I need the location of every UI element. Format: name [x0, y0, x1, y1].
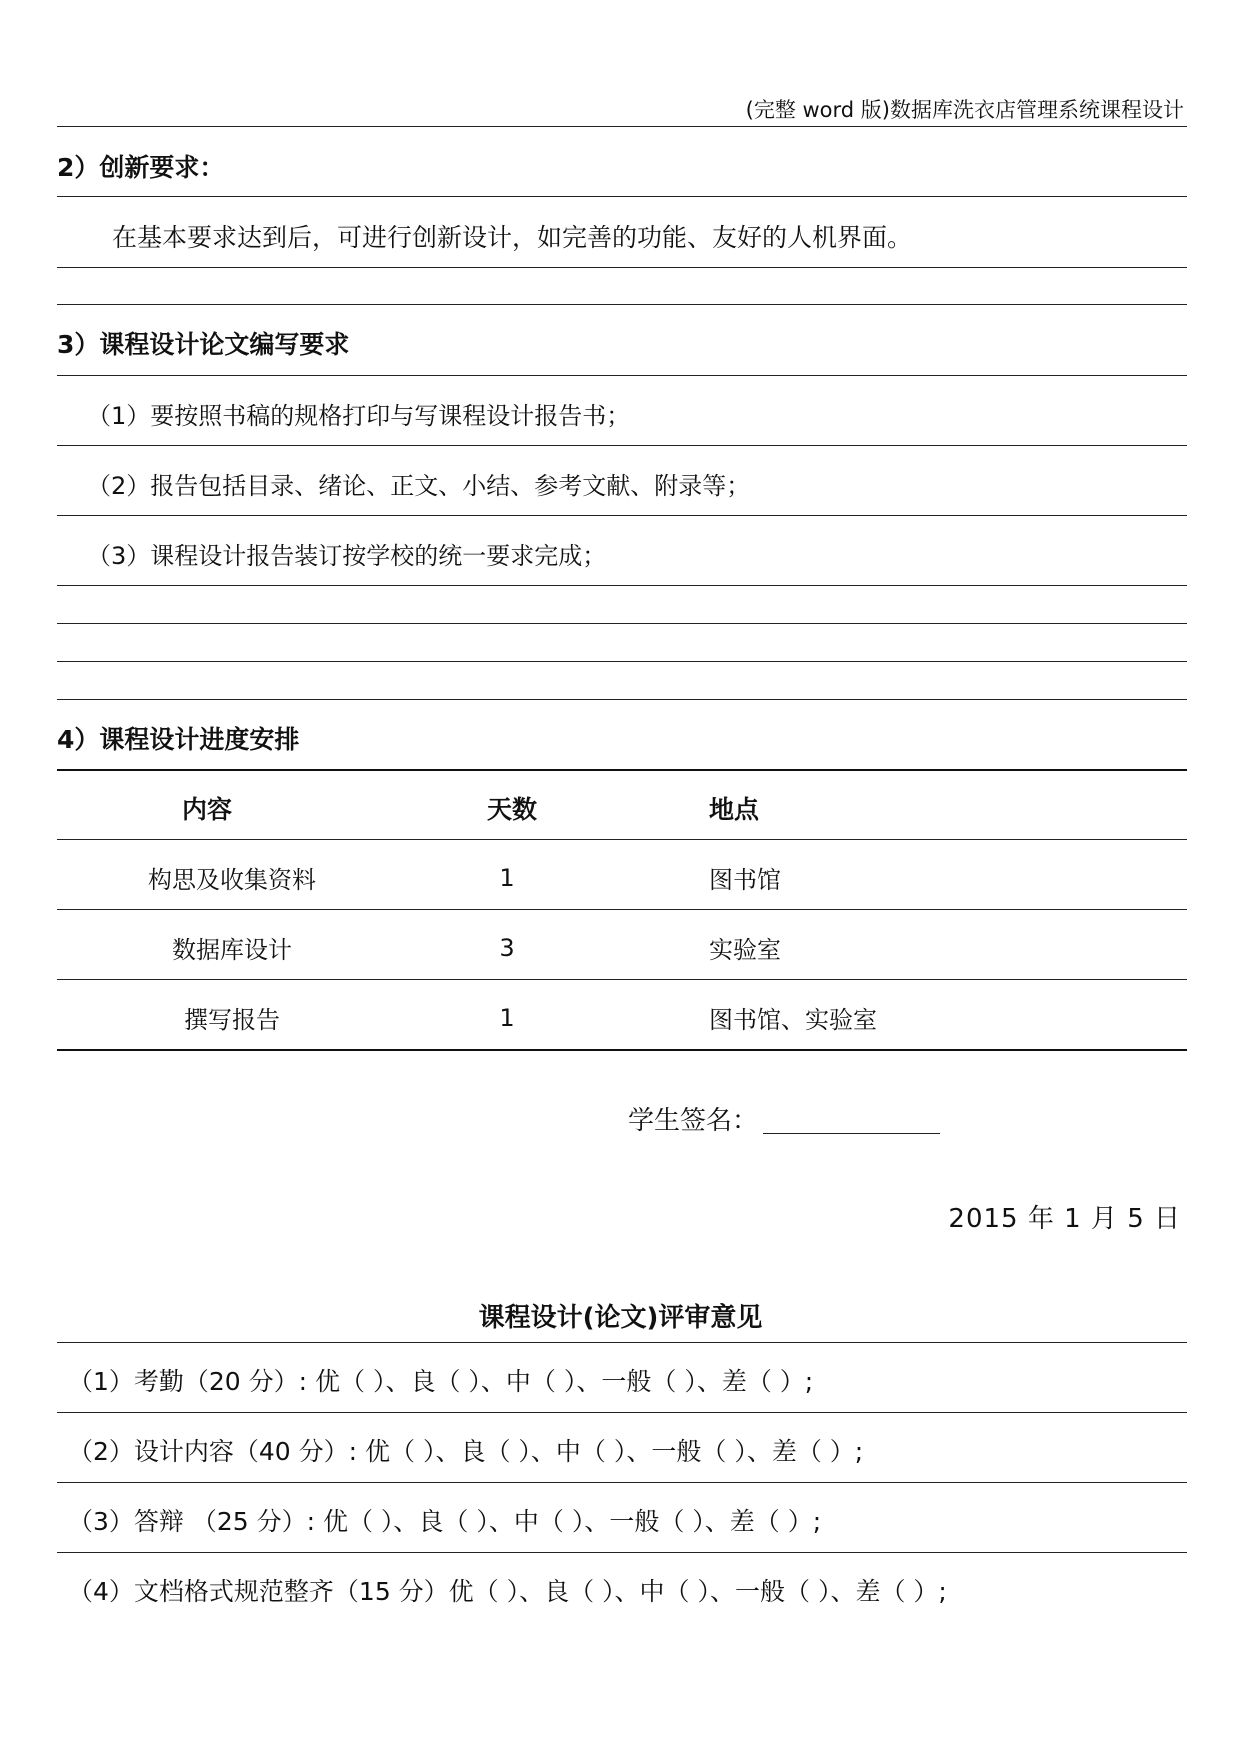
student-signature-label: 学生签名：: [628, 1106, 759, 1136]
review-item-design-content: （2）设计内容（40 分）: 优（ ）、良（ ）、中（ ）、一般（ ）、差（ ）;: [68, 1437, 864, 1466]
section3-heading: 3）课程设计论文编写要求: [57, 329, 350, 359]
table-bottom-rule: [57, 1049, 1187, 1051]
divider: [57, 267, 1187, 268]
table-row: [57, 843, 1187, 912]
review-title: 课程设计(论文)评审意见: [478, 1303, 763, 1333]
table-cell-content: 构思及收集资料: [148, 866, 316, 894]
review-item-document-format: （4）文档格式规范整齐（15 分）优（ ）、良（ ）、中（ ）、一般（ ）、差（ ）;: [68, 1577, 947, 1606]
review-item-defense: （3）答辩 （25 分）: 优（ ）、良（ ）、中（ ）、一般（ ）、差（ ）;: [68, 1507, 822, 1536]
divider: [57, 699, 1187, 700]
divider: [57, 445, 1187, 446]
divider: [57, 1342, 1187, 1343]
table-cell-days: 1: [499, 1003, 515, 1032]
table-row: [57, 983, 1187, 1052]
schedule-table-header: [57, 773, 1187, 842]
table-header-content: 内容: [181, 794, 232, 824]
table-cell-days: 3: [499, 933, 515, 962]
table-cell-content: 数据库设计: [172, 936, 292, 964]
table-rule: [57, 979, 1187, 980]
section3-item: （1）要按照书稿的规格打印与写课程设计报告书；: [87, 402, 631, 430]
section2-heading: 2）创新要求：: [57, 152, 225, 182]
running-header: (完整 word 版)数据库洗衣店管理系统课程设计: [745, 98, 1184, 122]
divider: [57, 304, 1187, 305]
table-cell-location: 图书馆: [709, 866, 781, 894]
table-cell-location: 实验室: [709, 936, 781, 964]
divider: [57, 375, 1187, 376]
divider: [57, 1552, 1187, 1553]
divider: [57, 1412, 1187, 1413]
table-cell-content: 撰写报告: [184, 1006, 280, 1034]
header-rule: [57, 126, 1187, 127]
date: 2015 年 1 月 5 日: [948, 1204, 1181, 1234]
divider: [57, 196, 1187, 197]
table-header-location: 地点: [709, 794, 760, 824]
divider: [57, 623, 1187, 624]
section3-item: （3）课程设计报告装订按学校的统一要求完成；: [87, 542, 607, 570]
section4-heading: 4）课程设计进度安排: [57, 724, 300, 754]
section3-item: （2）报告包括目录、绪论、正文、小结、参考文献、附录等；: [87, 472, 751, 500]
divider: [57, 661, 1187, 662]
table-top-rule: [57, 769, 1187, 771]
table-rule: [57, 839, 1187, 840]
table-row: [57, 913, 1187, 982]
table-cell-days: 1: [499, 863, 515, 892]
table-cell-location: 图书馆、实验室: [709, 1006, 877, 1034]
table-header-days: 天数: [486, 794, 537, 824]
signature-line[interactable]: [763, 1133, 940, 1134]
review-item-attendance: （1）考勤（20 分）: 优（ ）、良（ ）、中（ ）、一般（ ）、差（ ）;: [68, 1367, 814, 1396]
divider: [57, 585, 1187, 586]
divider: [57, 515, 1187, 516]
table-rule: [57, 909, 1187, 910]
divider: [57, 1482, 1187, 1483]
section2-body: 在基本要求达到后，可进行创新设计，如完善的功能、友好的人机界面。: [112, 222, 913, 252]
